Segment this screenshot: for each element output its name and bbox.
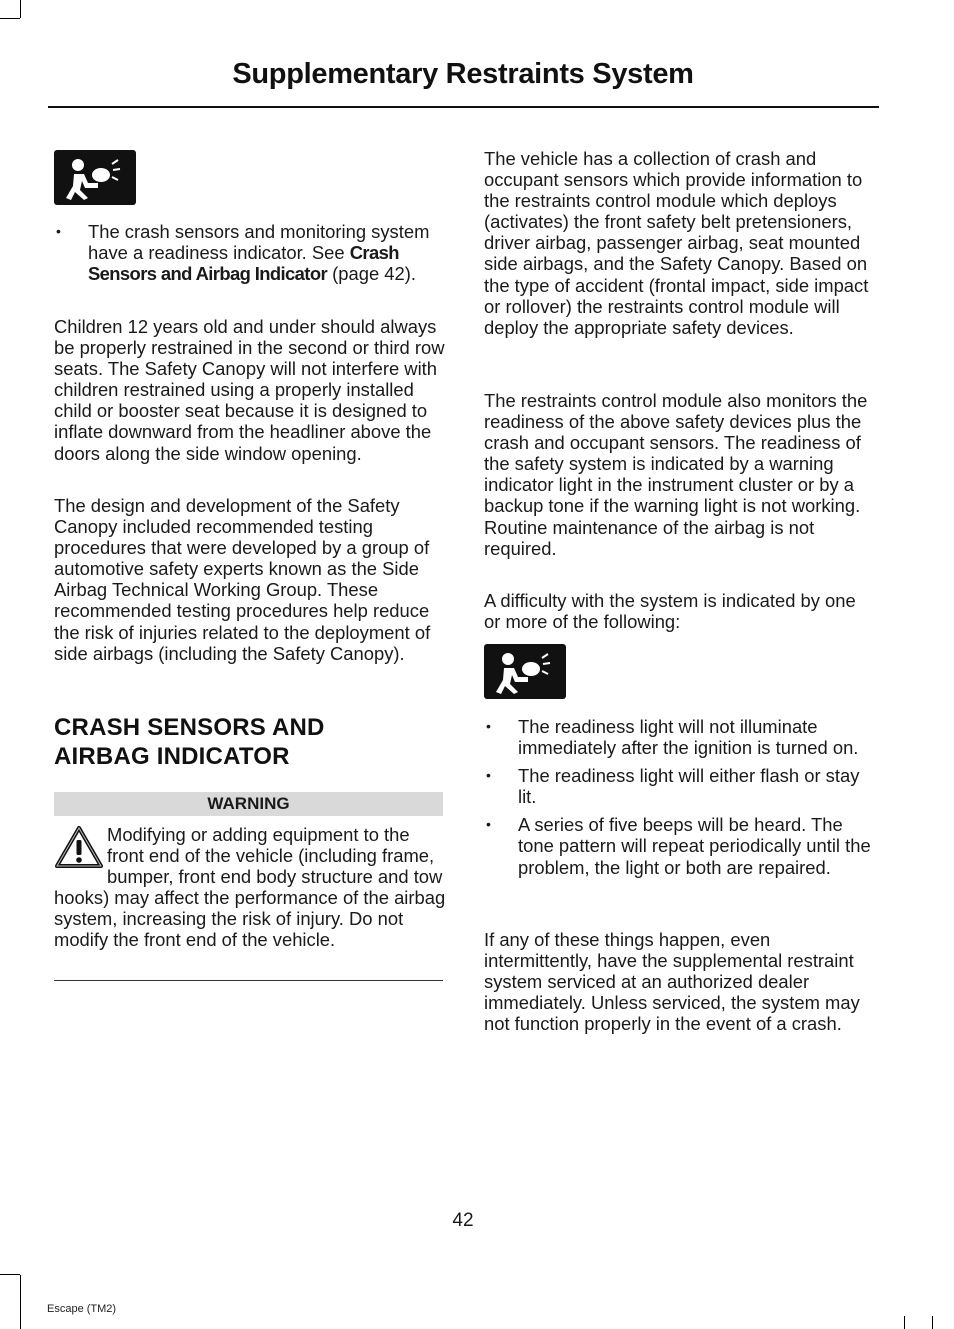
warning-text [54, 824, 446, 951]
paragraph: The vehicle has a collection of crash and occupant sensors which provide information to the restraints control module which deploys (activates) the front safety belt pretensioners, driver airbag, passenger airbag, seat mounted side airbags, and the Safety Canopy. Based on the type of accident (frontal impact, side impact or rollover) the restraints control module will deploy the appropriate safety devices. [484, 148, 869, 338]
paragraph: The restraints control module also monitors the readiness of the above safety devices plus the crash and occupant sensors. The readiness of the safety system is indicated by a warning indicator light in the instrument cluster or by a backup tone if the warning light is not working. Routine maintenance of the airbag is not required. [484, 390, 868, 559]
crop-mark [20, 0, 21, 18]
crop-mark [0, 18, 20, 19]
section-heading-line: AIRBAG INDICATOR [54, 743, 290, 770]
crop-mark [20, 1275, 21, 1329]
bullet-dot: • [56, 223, 61, 239]
page-number: 42 [452, 1210, 474, 1231]
warning-label: WARNING [54, 792, 443, 816]
page-title: Supplementary Restraints System [232, 58, 694, 90]
bullet-text-after: (page 42). [327, 263, 416, 285]
list-item [484, 765, 876, 807]
bullet-list [484, 716, 876, 878]
bullet-text: The crash sensors and monitoring system have a readiness indicator. See [88, 221, 430, 264]
crop-mark [0, 1274, 20, 1275]
paragraph: The design and development of the Safety Canopy included recommended testing procedures that were developed by a group of automotive safety experts known as the Side Airbag Technical Working Group. These recommended testing procedures help reduce the risk of injuries related to the deployment of side airbags (including the Safety Canopy). [54, 495, 431, 664]
bullet-text: The readiness light will not illuminate immediately after the ignition is turned on. [518, 716, 859, 759]
airbag-occupant-icon [54, 150, 136, 205]
crop-mark [904, 1316, 905, 1329]
bullet-text: A series of five beeps will be heard. The tone pattern will repeat periodically until the problem, the light or both are repaired. [518, 814, 871, 878]
bullet-text: The readiness light will either flash or stay lit. [518, 765, 860, 808]
bullet-dot: • [486, 816, 491, 833]
header-rule [48, 106, 879, 108]
cross-reference-link[interactable]: Crash Sensors and Airbag Indicator [88, 242, 399, 285]
section-heading [54, 713, 444, 771]
airbag-occupant-icon [484, 644, 566, 699]
bullet-dot: • [486, 718, 491, 734]
left-column [54, 221, 444, 284]
warning-body: Modifying or adding equipment to the front end of the vehicle (including frame, bumper, front end body structure and tow hooks) may affect the performance of the airbag system, increasing the risk of injury. Do not modify the front end of the vehicle. [54, 824, 446, 951]
list-item [54, 221, 444, 284]
paragraph: If any of these things happen, even intermittently, have the supplemental restraint system serviced at an authorized dealer immediately. Unless serviced, the system may not function properly in the event of a crash. [484, 929, 860, 1035]
bullet-list [54, 221, 444, 284]
footer-model: Escape (TM2) [47, 1303, 117, 1315]
paragraph: A difficulty with the system is indicated by one or more of the following: [484, 590, 856, 633]
list-item [484, 716, 876, 758]
crop-mark [932, 1316, 933, 1329]
warning-divider [54, 980, 443, 981]
paragraph: Children 12 years old and under should always be properly restrained in the second or third row seats. The Safety Canopy will not interfere with children restrained using a properly installed child or booster seat because it is designed to inflate downward from the headliner above the doors along the side window opening. [54, 316, 445, 464]
bullet-dot: • [486, 767, 491, 784]
list-item [484, 814, 876, 877]
section-heading-line: CRASH SENSORS AND [54, 714, 325, 741]
